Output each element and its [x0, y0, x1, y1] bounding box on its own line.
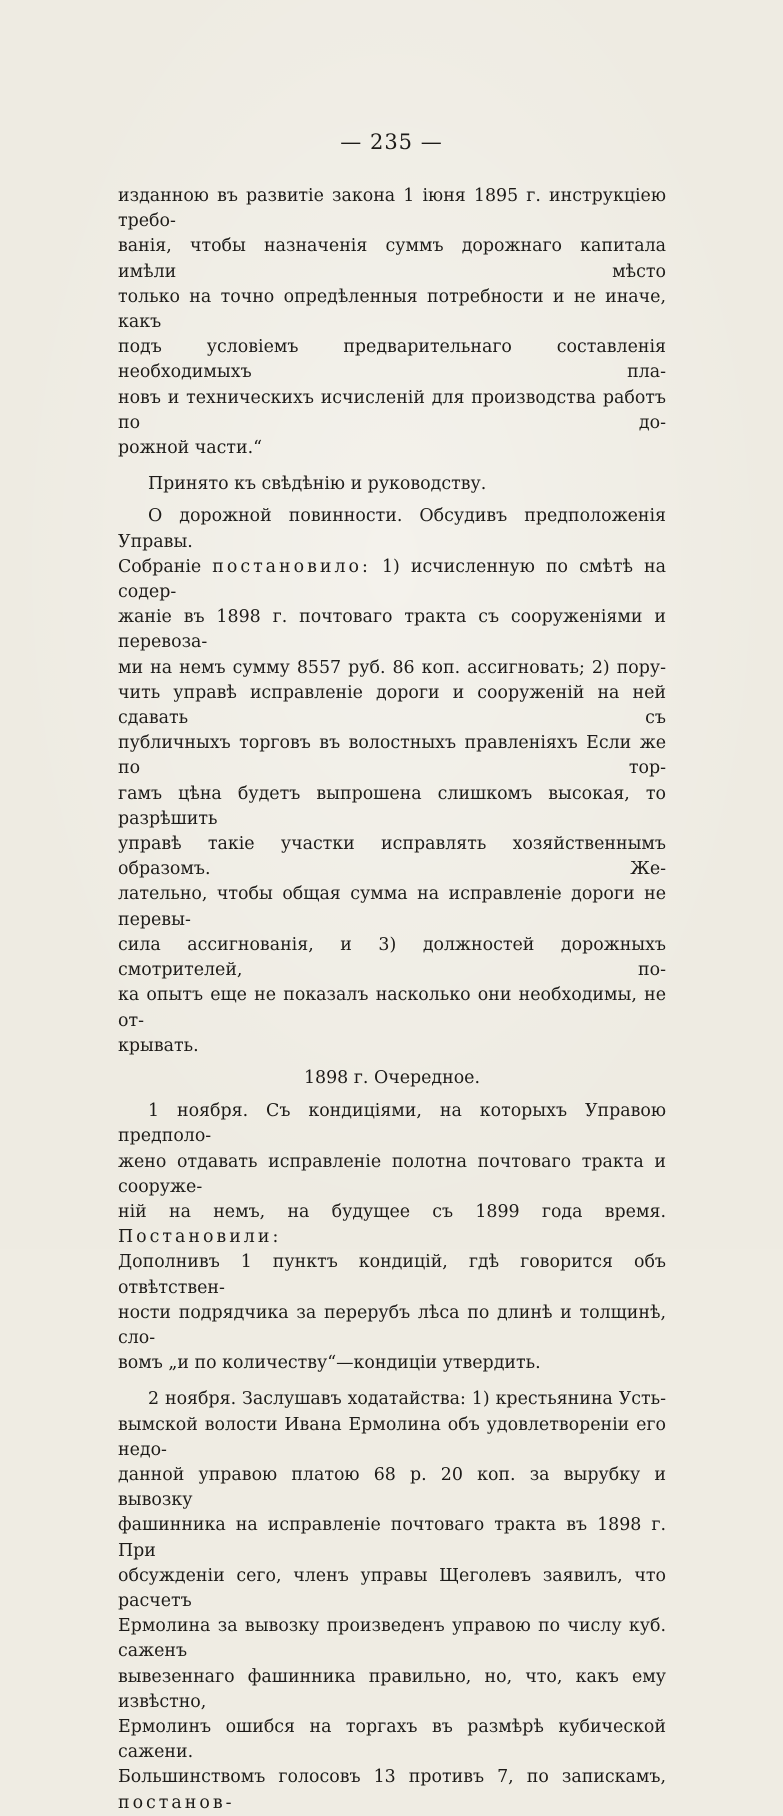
text-line — [118, 1765, 666, 1815]
text-line: вывезеннаго фашинника правильно, но, что, какъ ему извѣстно, — [118, 1666, 666, 1712]
text-line: ми на немъ сумму 8557 руб. 86 коп. ассигновать; 2) пору- — [118, 657, 666, 678]
paragraph-accepted: Принято къ свѣдѣнію и руководству. — [148, 474, 487, 495]
text-line: гамъ цѣна будетъ выпрошена слишкомъ высокая, то разрѣшить — [118, 783, 666, 829]
text-line: чить управѣ исправленіе дороги и сооруженій на ней сдавать съ — [118, 682, 666, 729]
section-heading: 1898 г. Очередное. — [303, 1067, 480, 1088]
paragraph-continuation — [118, 184, 666, 461]
text-line: крывать. — [118, 1035, 199, 1056]
text-line: изданною въ развитіе закона 1 іюня 1895 г. инструкціею требо- — [118, 186, 666, 232]
text-line: подъ условіемъ предварительнаго составленія необходимыхъ пла- — [118, 337, 666, 383]
spaced-emphasis: постанов- — [118, 1792, 235, 1813]
text-line: ности подрядчика за перерубъ лѣса по длинѣ и толщинѣ, сло- — [118, 1302, 666, 1348]
text-line: обсужденіи сего, членъ управы Щеголевъ заявилъ, что расчетъ — [118, 1565, 666, 1611]
text-line: сила ассигнованія, и 3) должностей дорожныхъ смотрителей, по- — [118, 934, 666, 981]
text-line: публичныхъ торговъ въ волостныхъ правленіяхъ Если же по тор- — [118, 733, 666, 779]
text-line: 1 ноября. Съ кондиціями, на которыхъ Управою предполо- — [118, 1101, 666, 1147]
text-line: рожной части.“ — [118, 438, 263, 459]
text-line: ванія, чтобы назначенія суммъ дорожнаго капитала имѣли мѣсто — [118, 236, 666, 282]
body-text — [118, 184, 666, 1816]
paragraph-road-duty — [118, 504, 666, 1058]
spaced-emphasis: Постановили: — [118, 1227, 282, 1248]
text-line: лательно, чтобы общая сумма на исправленіе дороги не перевы- — [118, 884, 666, 930]
text-fragment: ній на немъ, на будущее съ 1899 года время. — [118, 1201, 666, 1222]
text-line: Ермолинъ ошибся на торгахъ въ размѣрѣ кубической сажени. — [118, 1716, 666, 1763]
text-line: новъ и техническихъ исчисленій для производства работъ по до- — [118, 387, 666, 433]
text-line: ка опытъ еще не показалъ насколько они необходимы, не от- — [118, 985, 666, 1031]
paragraph-nov-2 — [118, 1387, 666, 1815]
text-line: 2 ноября. Заслушавъ ходатайства: 1) крестьянина Усть- — [148, 1389, 666, 1410]
text-line: жено отдавать исправленіе полотна почтоваго тракта и сооруже- — [118, 1151, 666, 1197]
text-fragment: Собраніе — [118, 556, 213, 577]
text-line: вомъ „и по количеству“—кондиціи утвердить. — [118, 1353, 541, 1374]
spaced-emphasis: постановило: — [212, 556, 371, 577]
text-line: Ермолина за вывозку произведенъ управою по числу куб. саженъ — [118, 1616, 666, 1662]
text-line: фашинника на исправленіе почтоваго тракта въ 1898 г. При — [118, 1515, 666, 1561]
text-line: данной управою платою 68 р. 20 коп. за вырубку и вывозку — [118, 1464, 666, 1511]
page-number: — 235 — — [340, 130, 443, 154]
text-line: Дополнивъ 1 пунктъ кондицій, гдѣ говорится объ отвѣтствен- — [118, 1252, 666, 1298]
text-line — [118, 1200, 666, 1250]
text-fragment: 1) исчисленную по смѣтѣ на содер- — [118, 556, 666, 603]
text-line: вымской волости Ивана Ермолина объ удовлетвореніи его недо- — [118, 1414, 666, 1460]
text-line: только на точно опредѣленныя потребности и не иначе, какъ — [118, 286, 666, 333]
text-line — [118, 555, 666, 605]
text-line: О дорожной повинности. Обсудивъ предположенія Управы. — [118, 506, 666, 552]
text-line: управѣ такіе участки исправлять хозяйственнымъ образомъ. Же- — [118, 834, 666, 880]
text-line: жаніе въ 1898 г. почтоваго тракта съ сооруженіями и перевоза- — [118, 607, 666, 653]
paragraph-nov-1 — [118, 1099, 666, 1376]
text-fragment: Большинствомъ голосовъ 13 противъ 7, по запискамъ, — [118, 1767, 666, 1788]
